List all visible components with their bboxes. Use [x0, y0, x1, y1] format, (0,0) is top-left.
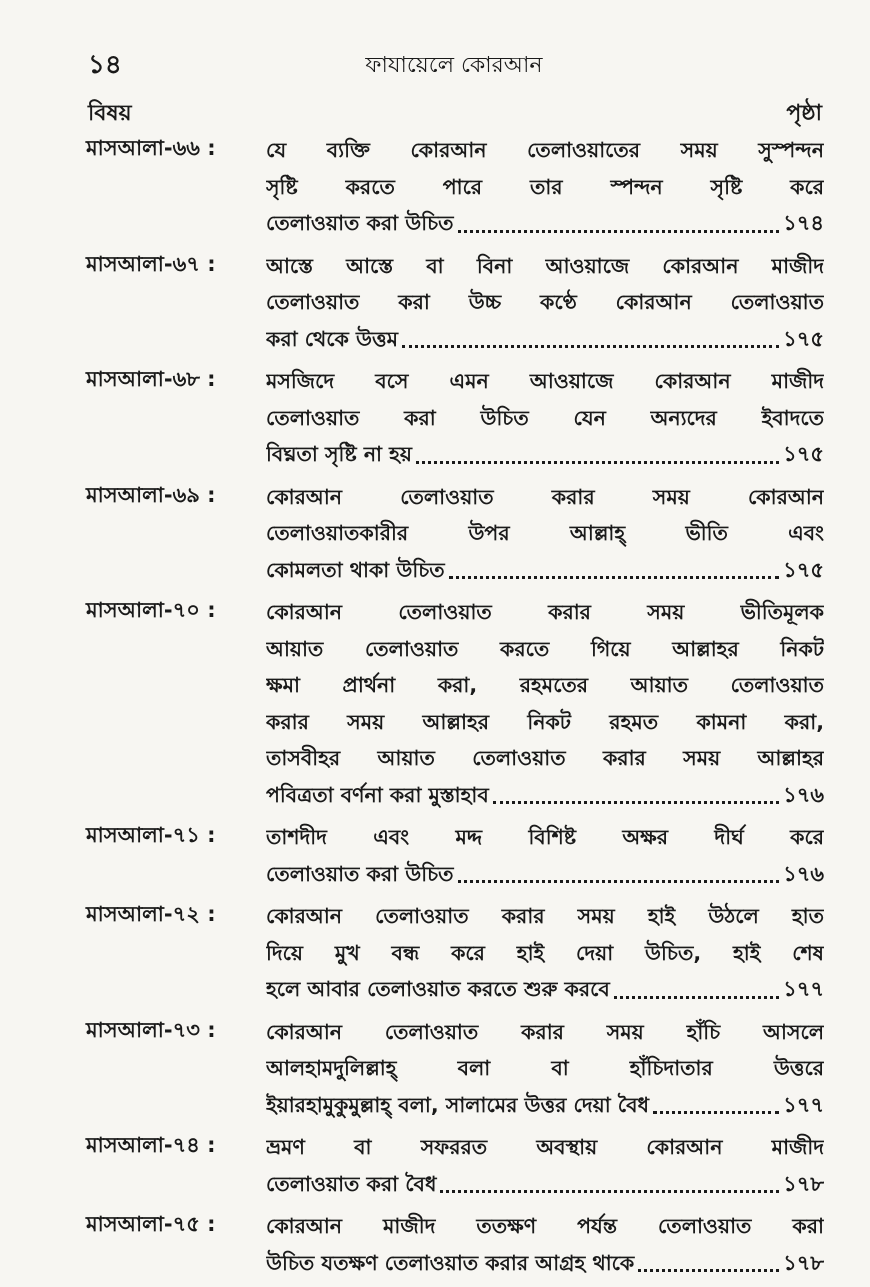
description-line: কোরআন তেলাওয়াত করার সময় কোরআন — [266, 484, 824, 509]
description-line — [266, 205, 824, 242]
contents-list — [86, 132, 824, 1287]
masala-description — [266, 1208, 824, 1281]
masala-label: মাসআলা-৬৮ : — [86, 367, 216, 391]
page-reference: ১৭৭ — [783, 977, 824, 1001]
description-line: সৃষ্টি করতে পারে তার স্পন্দন সৃষ্টি করে — [266, 174, 824, 199]
masala-description — [266, 363, 824, 473]
toc-entry — [86, 1208, 824, 1281]
page-reference: ১৭৬ — [783, 782, 824, 807]
description-line: তাশদীদ এবং মদ্দ বিশিষ্ট অক্ষর দীর্ঘ করে — [266, 825, 824, 849]
masala-label: মাসআলা-৭১ : — [86, 823, 216, 847]
masala-label: মাসআলা-৭৫ : — [86, 1212, 216, 1236]
description-line: কোরআন তেলাওয়াত করার সময় ভীতিমূলক — [266, 600, 824, 624]
masala-description — [266, 594, 824, 813]
toc-entry — [86, 594, 824, 813]
page-reference: ১৭৫ — [783, 326, 824, 351]
page-reference: ১৭৪ — [783, 211, 824, 235]
toc-entry — [86, 1014, 824, 1124]
masala-description — [266, 898, 824, 1008]
description-line: দিয়ে মুখ বন্ধ করে হাই দেয়া উচিত, হাই শেষ — [266, 940, 824, 965]
subject-column-heading: বিষয় — [88, 101, 132, 126]
description-line — [266, 856, 824, 893]
toc-entry — [86, 248, 824, 358]
description-line: তেলাওয়াতকারীর উপর আল্লাহ্ ভীতি এবং — [266, 521, 824, 545]
toc-entry — [86, 819, 824, 892]
dot-leader — [449, 576, 779, 579]
dot-leader — [402, 345, 779, 348]
description-line: আলহামদুলিল্লাহ্ বলা বা হাঁচিদাতার উত্তরে — [266, 1056, 824, 1080]
description-text: তেলাওয়াত করা বৈধ — [266, 1171, 437, 1196]
masala-label: মাসআলা-৭২ : — [86, 902, 216, 926]
description-text: হলে আবার তেলাওয়াত করতে শুরু করবে — [266, 977, 610, 1001]
description-line: ক্ষমা প্রার্থনা করা, রহমতের আয়াত তেলাওয়াত — [266, 673, 824, 697]
description-line — [266, 436, 824, 473]
masala-description — [266, 248, 824, 358]
masala-label: মাসআলা-৬৭ : — [86, 251, 216, 276]
description-line: ভ্রমণ বা সফররত অবস্থায় কোরআন মাজীদ — [266, 1135, 824, 1159]
description-line — [266, 321, 824, 358]
toc-entry — [86, 363, 824, 473]
description-text: করা থেকে উত্তম — [266, 326, 399, 351]
page-column-heading: পৃষ্ঠা — [786, 101, 822, 126]
toc-entry — [86, 132, 824, 242]
page-reference: ১৭৫ — [783, 442, 824, 466]
running-header — [88, 44, 820, 84]
description-text: ইয়ারহামুকুমুল্লাহ্ বলা, সালামের উত্তর দেয়া বৈধ — [266, 1092, 649, 1117]
toc-entry — [86, 1129, 824, 1202]
masala-label: মাসআলা-৭০ : — [86, 598, 216, 622]
masala-description — [266, 479, 824, 589]
description-text: পবিত্রতা বর্ণনা করা মুস্তাহাব — [266, 782, 489, 807]
description-line — [266, 971, 824, 1008]
dot-leader — [458, 880, 780, 883]
description-line: মসজিদে বসে এমন আওয়াজে কোরআন মাজীদ — [266, 369, 824, 393]
page-reference: ১৭৫ — [783, 557, 824, 582]
page-reference: ১৭৮ — [783, 1171, 824, 1196]
dot-leader — [493, 801, 779, 804]
book-title: ফাযায়েলে কোরআন — [365, 53, 543, 78]
page-number: ১৪ — [88, 50, 122, 80]
dot-leader — [653, 1111, 779, 1114]
description-line: করার সময় আল্লাহর নিকট রহমত কামনা করা, — [266, 709, 824, 734]
description-line: তেলাওয়াত করা উচিত যেন অন্যদের ইবাদতে — [266, 405, 824, 430]
page-reference: ১৭৭ — [783, 1092, 824, 1117]
description-line: কোরআন তেলাওয়াত করার সময় হাই উঠলে হাত — [266, 904, 824, 928]
description-text: তেলাওয়াত করা উচিত — [266, 861, 454, 886]
masala-description — [266, 132, 824, 242]
description-line: কোরআন মাজীদ ততক্ষণ পর্যন্ত তেলাওয়াত করা — [266, 1214, 824, 1238]
description-line — [266, 552, 824, 589]
dot-leader — [440, 1190, 779, 1193]
description-line — [266, 777, 824, 814]
description-line: আয়াত তেলাওয়াত করতে গিয়ে আল্লাহর নিকট — [266, 636, 824, 661]
description-text: তেলাওয়াত করা উচিত — [266, 211, 454, 235]
page-reference: ১৭৮ — [783, 1250, 824, 1275]
masala-description — [266, 819, 824, 892]
description-text: কোমলতা থাকা উচিত — [266, 557, 445, 582]
page-reference: ১৭৬ — [783, 861, 824, 886]
masala-label: মাসআলা-৭৪ : — [86, 1133, 216, 1157]
column-headers — [88, 96, 822, 131]
toc-entry — [86, 479, 824, 589]
masala-label: মাসআলা-৬৬ : — [86, 136, 216, 160]
description-line — [266, 1166, 824, 1203]
description-line: আস্তে আস্তে বা বিনা আওয়াজে কোরআন মাজীদ — [266, 253, 824, 278]
description-line: কোরআন তেলাওয়াত করার সময় হাঁচি আসলে — [266, 1019, 824, 1044]
description-text: উচিত যতক্ষণ তেলাওয়াত করার আগ্রহ থাকে — [266, 1250, 635, 1275]
dot-leader — [458, 230, 780, 233]
description-line: তেলাওয়াত করা উচ্চ কণ্ঠে কোরআন তেলাওয়াত — [266, 290, 824, 314]
description-line — [266, 1087, 824, 1124]
masala-description — [266, 1129, 824, 1202]
masala-description — [266, 1014, 824, 1124]
description-text: বিঘ্নতা সৃষ্টি না হয় — [266, 442, 412, 466]
description-line: যে ব্যক্তি কোরআন তেলাওয়াতের সময় সুস্পন্দন — [266, 138, 824, 162]
dot-leader — [416, 461, 779, 464]
masala-label: মাসআলা-৭৩ : — [86, 1017, 216, 1042]
description-line — [266, 1245, 824, 1282]
dot-leader — [614, 996, 779, 999]
description-line: তাসবীহর আয়াত তেলাওয়াত করার সময় আল্লাহর — [266, 746, 824, 770]
masala-label: মাসআলা-৬৯ : — [86, 482, 216, 507]
toc-entry — [86, 898, 824, 1008]
